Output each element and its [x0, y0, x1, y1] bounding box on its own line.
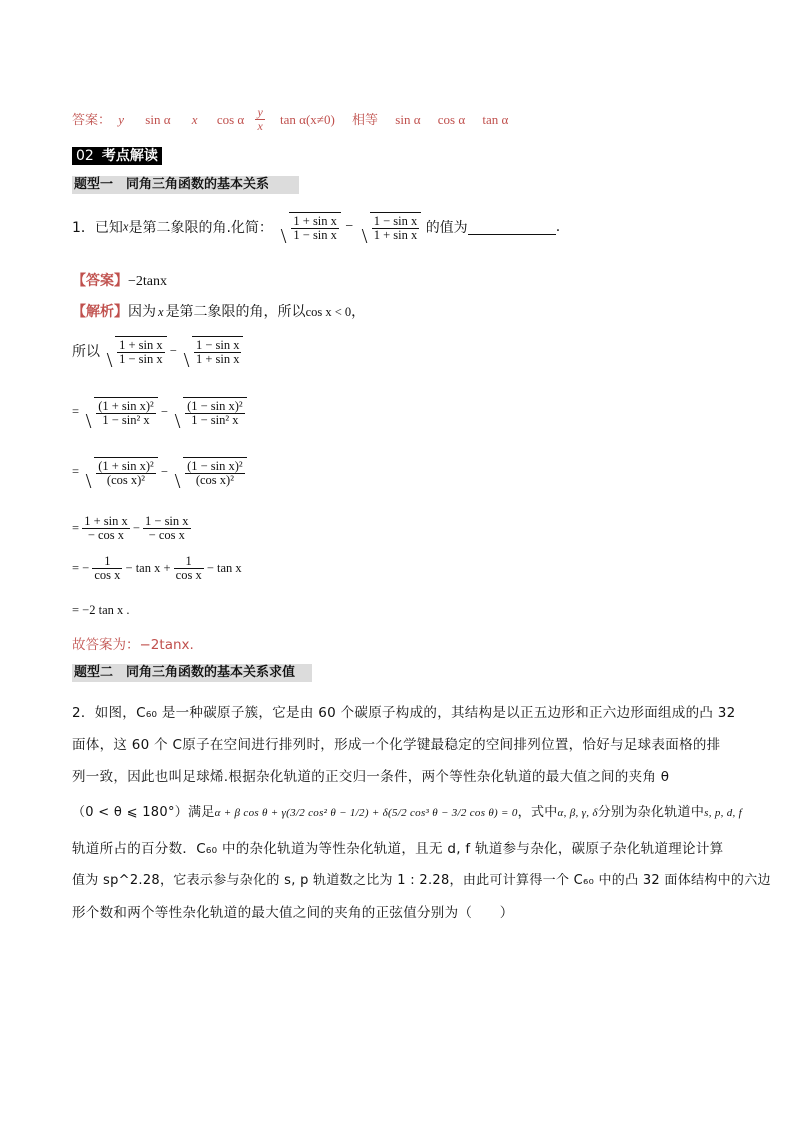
step0-minus: − — [169, 343, 177, 358]
answer-frac-den: x — [257, 118, 263, 133]
step2-eq: = — [72, 464, 80, 479]
step4-frac-1 — [92, 555, 122, 582]
step3-den1: − cos x — [87, 528, 125, 543]
step3-frac-2 — [143, 515, 191, 542]
answer-line — [72, 105, 509, 134]
q1-prefix: 1．已知 — [72, 220, 123, 237]
q2-line-3: 列一致，因此也叫足球烯.根据杂化轨道的正交归一条件，两个等性杂化轨道的最大值之间的夹角 θ — [72, 769, 670, 785]
q2-line-4 — [72, 793, 742, 833]
q1-end: . — [555, 219, 561, 236]
q1-analysis-line — [72, 301, 365, 321]
answer-label: 答案： — [72, 113, 112, 129]
step4-num1: 1 — [92, 555, 122, 569]
answer-item-3: x — [191, 112, 198, 128]
q1-mid: 是第二象限的角.化简： — [128, 220, 273, 237]
step1-den1: 1 − sin² x — [102, 413, 150, 428]
step1-eq: = — [72, 404, 80, 419]
step0-radical-1 — [103, 336, 167, 366]
type2-header — [72, 664, 312, 682]
q2-formula: α + β cos θ + γ(3/2 cos² θ − 1/2) + δ(5/2 cos³ θ − 3/2 cos θ) = 0 — [214, 807, 518, 819]
step4-den1: cos x — [94, 568, 121, 583]
answer-item-7: sin α — [395, 112, 421, 128]
step5-text: = −2 tan x . — [72, 603, 130, 617]
step0-num2: 1 − sin x — [195, 338, 240, 352]
step2-den1: (cos x)² — [106, 473, 146, 488]
type1-header — [72, 176, 299, 194]
q2-line-5: 轨道所占的百分数．C₆₀ 中的杂化轨道为等性杂化轨道，且无 d, f 轨道参与杂化，碳原子杂化轨道理论计算 — [72, 841, 724, 857]
section-title: 考点解读 — [98, 147, 162, 165]
q1-final-text: 故答案为：−2tanx. — [72, 637, 194, 653]
q1-analysis-text1: 因为 — [128, 304, 156, 320]
step1-num1: (1 + sin x)² — [98, 399, 154, 413]
step3-num1: 1 + sin x — [84, 514, 128, 528]
step2-num2: (1 − sin x)² — [187, 459, 243, 473]
answer-item-1: y — [118, 112, 125, 128]
answer-fraction — [255, 106, 264, 132]
step2-minus: − — [160, 464, 168, 479]
step4-tan2: − tan x — [206, 561, 242, 576]
q2-line-6: 值为 sp^2.28，它表示参与杂化的 s, p 轨道数之比为 1 : 2.28，由此可计算得一个 C₆₀ 中的凸 32 面体结构中的六边 — [72, 873, 771, 888]
question-1 — [72, 212, 560, 242]
step0-den2: 1 + sin x — [195, 352, 240, 367]
step4-num2: 1 — [174, 555, 204, 569]
step-0 — [72, 336, 243, 366]
step-2 — [72, 457, 247, 487]
question-2 — [72, 697, 771, 929]
step-5 — [72, 603, 130, 618]
answer-item-6: 相等 — [352, 113, 379, 129]
q1-analysis-text2: 是第二象限的角，所以 — [165, 304, 306, 320]
step3-den2: − cos x — [148, 528, 185, 543]
step2-den2: (cos x)² — [195, 473, 234, 488]
step1-den2: 1 − sin² x — [191, 413, 239, 428]
q2-line4-c: 分别为杂化轨道中 — [597, 805, 705, 820]
step2-radical-2 — [171, 457, 247, 487]
step4-den2: cos x — [175, 568, 202, 583]
q2-line4-a: （0 < θ ⩽ 180°）满足 — [72, 805, 215, 820]
q1-answer-tag: 【答案】 — [72, 273, 128, 289]
step-4 — [72, 555, 242, 582]
step1-radical-2 — [171, 397, 247, 427]
q1-answer-blank — [468, 220, 556, 235]
q1-minus: − — [345, 219, 354, 235]
step0-num1: 1 + sin x — [119, 338, 163, 352]
step1-minus: − — [160, 404, 168, 419]
answer-item-2: sin α — [145, 112, 171, 128]
step4-tan: − tan x + — [125, 561, 171, 576]
q2-line4-b: ，式中 — [517, 805, 558, 820]
answer-item-9: tan α — [482, 112, 509, 128]
answer-item-4: cos α — [216, 112, 245, 128]
q1-radical-1 — [277, 212, 341, 242]
step2-radical-1 — [82, 457, 158, 487]
q1-answer-line — [72, 270, 167, 290]
step3-minus: − — [132, 521, 140, 536]
q2-line-1: 2．如图，C₆₀ 是一种碳原子簇，它是由 60 个碳原子构成的，其结构是以正五边形和正六边形面组成的凸 32 — [72, 705, 736, 721]
q1-final-answer — [72, 633, 194, 653]
q1-rad2-num: 1 − sin x — [373, 214, 418, 228]
step-3 — [72, 515, 191, 542]
answer-item-5: tan α(x≠0) — [280, 112, 335, 128]
section-number: 02 — [72, 147, 98, 165]
q1-var: x — [122, 219, 129, 234]
step4-frac-2 — [174, 555, 204, 582]
q1-radical-2 — [358, 212, 422, 242]
step4-lead: = − — [72, 561, 90, 576]
q1-rad2-den: 1 + sin x — [373, 228, 418, 243]
step3-num2: 1 − sin x — [145, 514, 189, 528]
step0-prefix: 所以 — [72, 344, 100, 361]
q2-line4-orb: s, p, d, f — [704, 807, 742, 819]
type2-label: 题型二 同角三角函数的基本关系求值 — [74, 665, 296, 680]
answer-frac-num: y — [257, 105, 263, 119]
q1-answer-value: −2tanx — [128, 274, 167, 289]
step1-num2: (1 − sin x)² — [187, 399, 243, 413]
step3-eq: = — [72, 521, 80, 536]
q1-analysis-var: x — [158, 305, 164, 319]
q2-line-7: 形个数和两个等性杂化轨道的最大值之间的夹角的正弦值分别为（ ） — [72, 905, 514, 921]
step-1 — [72, 397, 247, 427]
section-heading — [72, 145, 162, 165]
step1-radical-1 — [82, 397, 158, 427]
answer-item-8: cos α — [437, 112, 466, 128]
q2-line4-vars: α, β, γ, δ — [557, 807, 598, 819]
q1-analysis-cond: cos x < 0 — [305, 305, 352, 319]
q1-analysis-tag: 【解析】 — [72, 304, 128, 320]
type1-label: 题型一 同角三角函数的基本关系 — [74, 177, 270, 192]
step2-num1: (1 + sin x)² — [98, 459, 154, 473]
q2-line-2: 面体，这 60 个 C原子在空间进行排列时，形成一个化学键最稳定的空间排列位置，恰好与足球表面格的排 — [72, 737, 721, 753]
q1-rad1-den: 1 − sin x — [293, 228, 337, 243]
step0-den1: 1 − sin x — [119, 352, 163, 367]
q1-analysis-comma: ， — [351, 304, 366, 320]
q1-rad1-num: 1 + sin x — [293, 214, 337, 228]
q1-suffix: 的值为 — [425, 220, 468, 237]
step0-radical-2 — [180, 336, 244, 366]
step3-frac-1 — [82, 515, 130, 542]
